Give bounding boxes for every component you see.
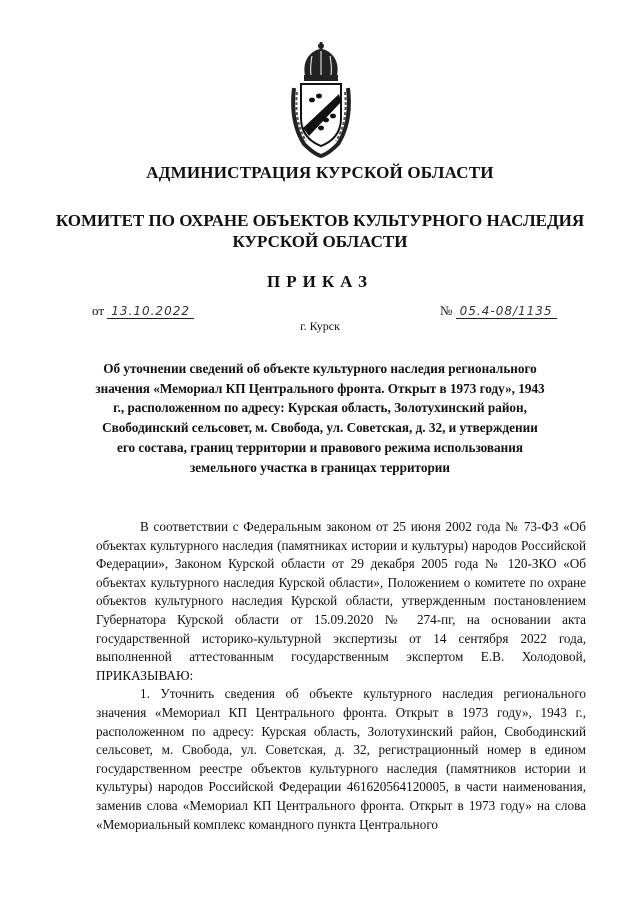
body-paragraph-item-1: 1. Уточнить сведения об объекте культурного наследия регионального значения «Мемориал КП Центрального фронта. Открыт в 1973 году», 1943 г., расположенном по адресу: Курская область, Золотухинский район, Свободинский сельсовет, м. Свобода, ул. Советская, д. 32, регистрационный номер в едином государственном реестре объектов культурного наследия (памятников истории и культуры) народов Российской Федерации 461620564120005, в части наименования, заменив слова «Мемориал КП Центрального фронта. Открыт в 1973 году» на слова «Мемориальный комплекс командного пункта Центрального (96, 686, 586, 832)
city-label: г. Курск (300, 319, 340, 333)
order-subject: Об уточнении сведений об объекте культурного наследия регионального значения «Мемориал КП Центрального фронта. Открыт в 1973 году», 1943 г., расположенном по адресу: Курская область, Золотухинский район, Свободинский сельсовет, м. Свобода, ул. Советская, д. 32, и утверждении его состава, границ территории и правового режима использования земельного участка в границах территории (95, 361, 545, 475)
administration-heading: АДМИНИСТРАЦИЯ КУРСКОЙ ОБЛАСТИ (146, 163, 494, 182)
order-body (96, 518, 586, 834)
coat-of-arms-emblem (288, 42, 354, 158)
number-prefix: № (440, 303, 453, 318)
order-number (440, 303, 557, 319)
body-paragraph-preamble: В соответствии с Федеральным законом от 25 июня 2002 года № 73-ФЗ «Об объектах культурного наследия (памятниках истории и культуры) народов Российской Федерации», Законом Курской области от 29 декабря 2005 года № 120-ЗКО «Об объектах культурного наследия Курской области», Положением о комитете по охране объектов культурного наследия Курской области, утвержденным постановлением Губернатора Курской области от 15.09.2020 № 274-пг, на основании акта государственной историко-культурной экспертизы от 14 сентября 2022 года, выполненной аттестованным государственным экспертом Е.В. Холодовой, ПРИКАЗЫВАЮ: (96, 519, 586, 683)
order-date (92, 303, 194, 319)
committee-heading-line2: КУРСКОЙ ОБЛАСТИ (232, 232, 408, 251)
committee-heading (0, 210, 640, 252)
committee-heading-line1: КОМИТЕТ ПО ОХРАНЕ ОБЪЕКТОВ КУЛЬТУРНОГО НАСЛЕДИЯ (55, 211, 585, 230)
number-value: 05.4-08/1135 (456, 304, 557, 319)
date-prefix: от (92, 303, 105, 318)
document-type-heading: ПРИКАЗ (267, 272, 373, 291)
date-value: 13.10.2022 (107, 304, 194, 319)
